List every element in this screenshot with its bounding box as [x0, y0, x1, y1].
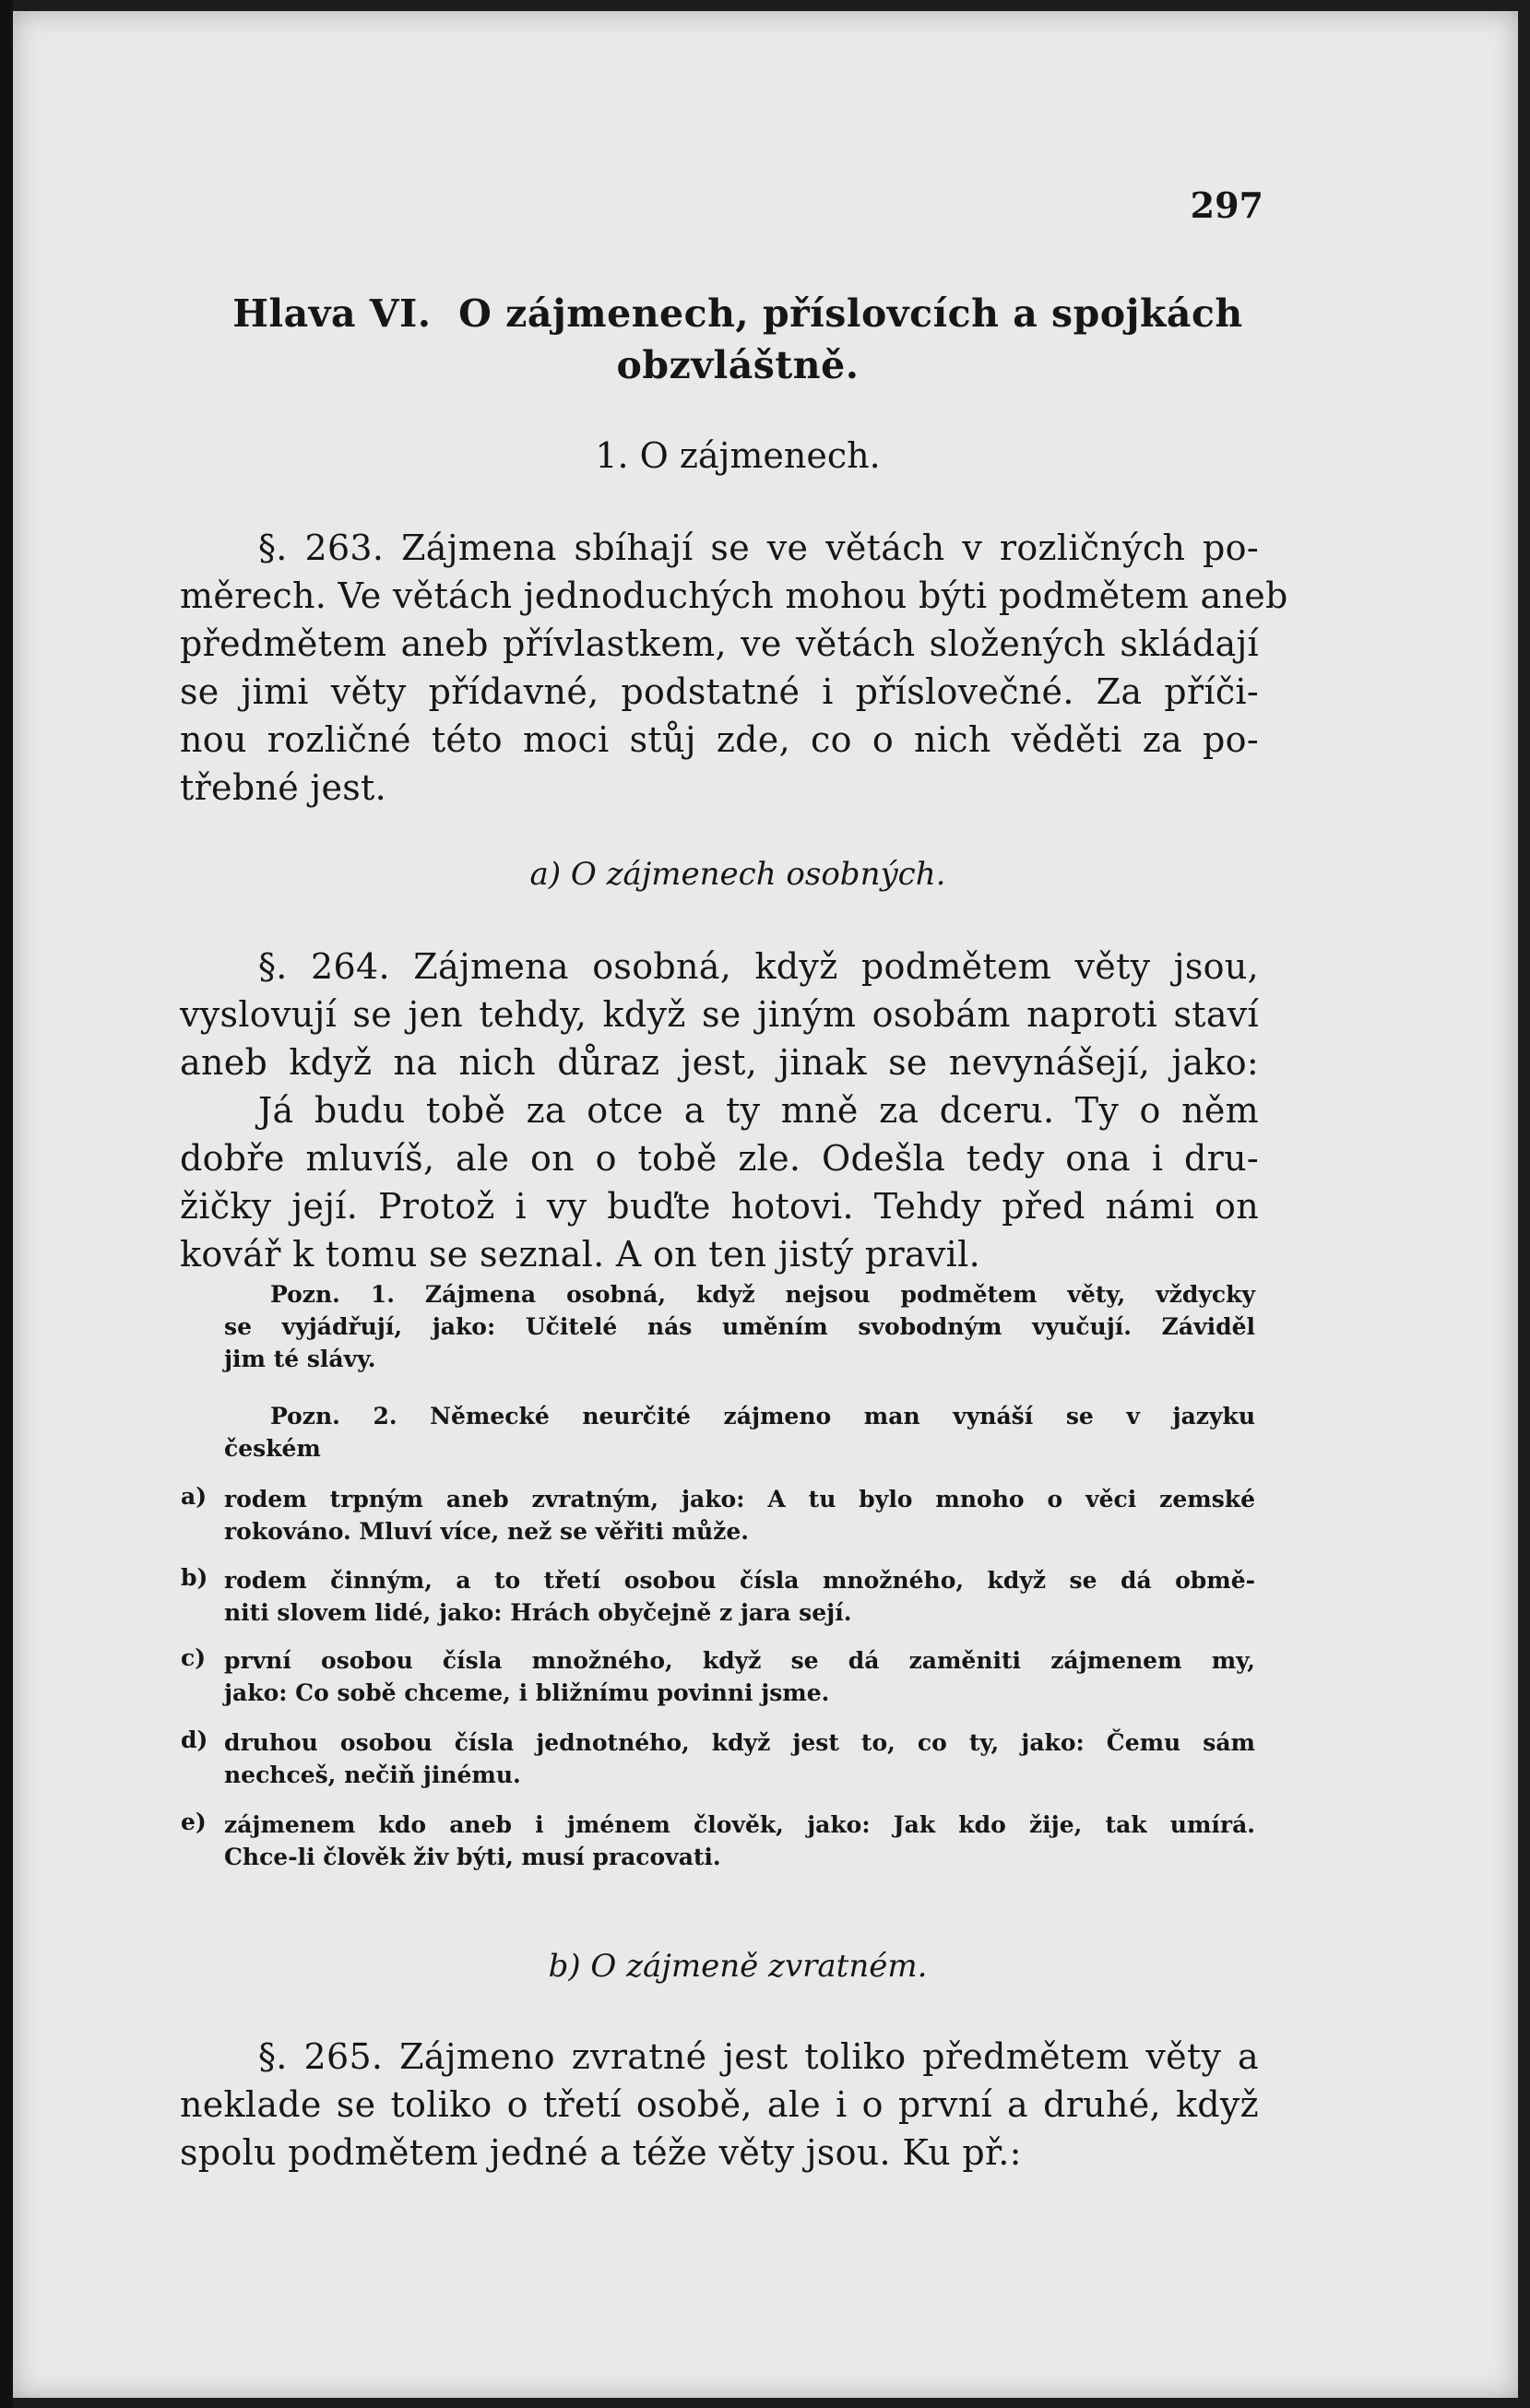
text-line: třebné jest. — [180, 767, 387, 808]
paragraph-263 — [180, 524, 1288, 812]
paragraph-265 — [180, 2033, 1259, 2177]
text-line: žičky její. Protož i vy buďte hotovi. Tehdy před námi on — [180, 1186, 1259, 1227]
note-2 — [224, 1400, 1255, 1465]
text-line: Já budu tobě za otce a ty mně za dceru. Ty o něm — [258, 1090, 1259, 1131]
paragraph-264 — [180, 943, 1259, 1278]
page-number: 297 — [1190, 184, 1263, 226]
item-line: rodem trpným aneb zvratným, jako: A tu bylo mnoho o věci zemské — [224, 1486, 1255, 1512]
item-label: e) — [181, 1809, 207, 1835]
text-line: §. 264. Zájmena osobná, když podmětem věty jsou, — [258, 946, 1259, 987]
text-line: měrech. Ve větách jednoduchých mohou býti podmětem aneb — [180, 575, 1288, 616]
list-item — [224, 1483, 1255, 1548]
text-line: dobře mluvíš, ale on o tobě zle. Odešla tedy ona i dru- — [180, 1138, 1259, 1179]
list-item — [224, 1644, 1255, 1709]
item-label: d) — [181, 1726, 208, 1753]
item-line: jako: Co sobě chceme, i bližnímu povinni jsme. — [224, 1679, 830, 1706]
text-line: neklade se toliko o třetí osobě, ale i o první a druhé, když — [180, 2084, 1259, 2125]
note-line: Pozn. 2. Německé neurčité zájmeno man vynáší se v jazyku — [270, 1403, 1255, 1429]
text-line: kovář k tomu se seznal. A on ten jistý pravil. — [180, 1234, 980, 1275]
item-line: rodem činným, a to třetí osobou čísla množného, když se dá obmě- — [224, 1567, 1255, 1594]
note-1 — [224, 1278, 1255, 1375]
item-label: a) — [181, 1483, 208, 1510]
text-line: aneb když na nich důraz jest, jinak se nevynášejí, jako: — [180, 1042, 1259, 1083]
item-line: rokováno. Mluví více, než se věřiti může. — [224, 1518, 749, 1545]
section-heading-b: b) O zájmeně zvratném. — [548, 1948, 928, 1985]
text-line: nou rozličné této moci stůj zde, co o nich věděti za po- — [180, 719, 1259, 760]
item-line: nechceš, nečiň jinému. — [224, 1762, 521, 1788]
text-line: spolu podmětem jedné a téže věty jsou. Ku př.: — [180, 2132, 1022, 2173]
chapter-title — [212, 288, 1263, 391]
section-heading-a: a) O zájmenech osobných. — [529, 856, 946, 893]
list-item — [224, 1564, 1255, 1629]
text-line: vyslovují se jen tehdy, když se jiným osobám naproti staví — [180, 994, 1259, 1035]
item-line: druhou osobou čísla jednotného, když jest to, co ty, jako: Čemu sám — [224, 1729, 1255, 1756]
item-line: Chce-li člověk živ býti, musí pracovati. — [224, 1844, 721, 1870]
text-line: §. 263. Zájmena sbíhají se ve větách v rozličných po- — [258, 528, 1259, 568]
chapter-title-line-2: obzvláštně. — [616, 343, 860, 387]
chapter-title-line-1: Hlava VI. O zájmenech, příslovcích a spojkách — [232, 291, 1243, 336]
text-line: předmětem aneb přívlastkem, ve větách složených skládají — [180, 623, 1259, 664]
note-line: jim té slávy. — [224, 1346, 376, 1372]
text-line: se jimi věty přídavné, podstatné i příslovečné. Za příči- — [180, 671, 1259, 712]
note-line: se vyjádřují, jako: Učitelé nás uměním svobodným vyučují. Záviděl — [224, 1313, 1255, 1340]
item-label: b) — [181, 1564, 208, 1591]
note-line: českém — [224, 1435, 321, 1462]
subheading: 1. O zájmenech. — [595, 435, 881, 476]
item-line: první osobou čísla množného, když se dá zaměniti zájmenem my, — [224, 1647, 1255, 1674]
list-item — [224, 1726, 1255, 1791]
text-line: §. 265. Zájmeno zvratné jest toliko předmětem věty a — [258, 2036, 1259, 2077]
list-item — [224, 1809, 1255, 1873]
item-label: c) — [181, 1644, 207, 1671]
item-line: zájmenem kdo aneb i jménem člověk, jako: Jak kdo žije, tak umírá. — [224, 1811, 1255, 1838]
item-line: niti slovem lidé, jako: Hrách obyčejně z jara sejí. — [224, 1599, 852, 1626]
note-line: Pozn. 1. Zájmena osobná, když nejsou podmětem věty, vždycky — [270, 1281, 1255, 1308]
